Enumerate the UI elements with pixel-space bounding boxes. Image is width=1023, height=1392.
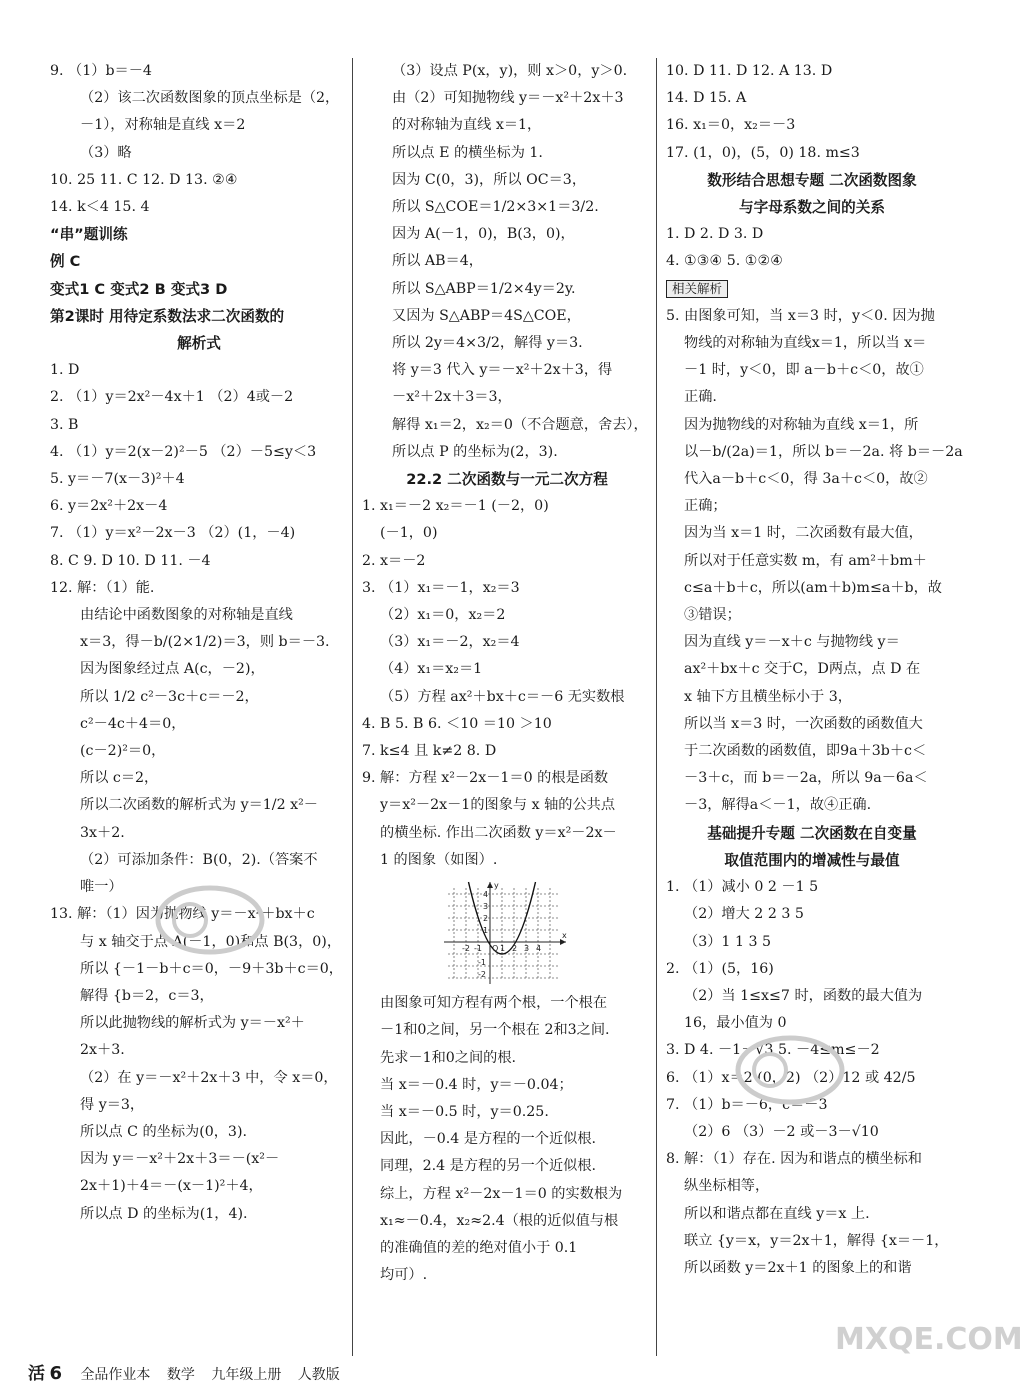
answer-line: 所以 {－1－b＋c＝0，－9＋3b＋c＝0， [80,960,343,977]
answer-line: 物线的对称轴为直线x＝1，所以当 x＝ [684,335,927,352]
answer-line: 得 y＝3， [80,1096,145,1113]
answer-line: 所以 1/2 c²－3c＋c＝－2， [80,688,259,705]
section-heading: 与字母系数之间的关系 [739,199,885,217]
answer-line: 因为 y＝－x²＋2x＋3＝－(x²－ [80,1151,280,1168]
answer-line: 所以和谐点都在直线 y＝x 上. [684,1205,870,1222]
answer-line: （3）1 1 3 5 [684,933,772,950]
answer-line: 4. （1）y＝2(x－2)²－5 （2）－5≤y＜3 [50,443,317,460]
answer-line: 4. B 5. B 6. ＜10 ＝10 ＞10 [362,715,552,732]
answer-line: （2）当 1≤x≤7 时，函数的最大值为 [684,987,923,1004]
svg-text:2: 2 [512,944,518,954]
answer-line: 联立 {y＝x，y＝2x＋1，解得 {x＝－1， [684,1232,949,1249]
svg-text:-2: -2 [478,970,486,980]
answer-line: 的横坐标. 作出二次函数 y＝x²－2x－ [380,824,617,841]
answer-line: 由结论中函数图象的对称轴是直线 [80,607,293,624]
footer-grade: 九年级上册 [211,1367,282,1383]
answer-line: （4）x₁＝x₂＝1 [380,661,483,678]
answer-line: 8. C 9. D 10. D 11. －4 [50,552,211,569]
answer-line: 所以此抛物线的解析式为 y＝－x²＋ [80,1015,305,1032]
related-analysis-row [666,276,958,303]
svg-text:-2: -2 [462,944,470,954]
answer-column-3 [666,58,963,1282]
section-heading: 取值范围内的增减性与最值 [724,851,900,869]
answer-line: （3）x₁＝－2，x₂＝4 [380,634,520,651]
svg-text:1: 1 [500,944,506,954]
footer-book: 全品作业本 [80,1367,151,1383]
answer-line: 解得 {b＝2，c＝3， [80,987,214,1004]
column-divider-1 [352,58,353,1356]
answer-column-1 [50,58,348,1228]
answer-line: 变式1 C 变式2 B 变式3 D [50,280,228,298]
svg-text:x: x [562,931,567,941]
answer-line: 代入a－b＋c＜0，得 3a＋c＜0，故② [684,471,928,488]
answer-line: 均可）. [380,1267,428,1284]
answer-line: 所以点 E 的横坐标为 1. [392,144,543,161]
answer-line: －1），对称轴是直线 x＝2 [80,117,246,134]
answer-line: 13. 解：（1）因为抛物线 y＝－x²＋bx＋c [50,906,315,923]
section-heading: 解析式 [177,335,221,353]
answer-line: 同理，2.4 是方程的另一个近似根. [380,1158,597,1175]
answer-line: 先求－1和0之间的根. [380,1049,517,1066]
related-analysis-tag: 相关解析 [666,280,728,298]
watermark-site-logo [835,1322,1023,1357]
answer-line: 又因为 S△ABP＝4S△COE， [392,307,581,324]
answer-line: 的对称轴为直线 x＝1， [392,117,542,134]
answer-line: 2x＋1)＋4＝－(x－1)²＋4， [80,1178,263,1195]
answer-line: 正确. [684,389,717,406]
answer-line: 1. D [50,362,80,379]
watermark-site-text: MXQE.COM [835,1322,1023,1357]
answer-line: 9. （1）b＝－4 [50,63,152,79]
parabola-graph [362,880,652,986]
answer-line: 所以 S△COE＝1/2×3×1＝3/2. [392,199,599,216]
answer-line: 因为直线 y＝－x＋c 与抛物线 y＝ [684,634,900,651]
answer-line: －x²＋2x＋3＝3， [392,389,512,406]
answer-line: －1 时，y＜0，即 a－b＋c＜0，故① [684,362,924,379]
parabola-graph-svg [442,880,572,986]
answer-line: 16. x₁＝0，x₂＝－3 [666,117,796,134]
answer-line: 9. 解：方程 x²－2x－1＝0 的根是函数 [362,770,609,787]
svg-text:-1: -1 [478,958,486,968]
answer-line: －3，解得a＜－1，故④正确. [684,797,872,814]
answer-line: 3. B [50,416,79,433]
answer-line: 所以对于任意实数 m，有 am²＋bm＋ [684,552,927,569]
answer-line: （2）该二次函数图象的顶点坐标是（2， [80,90,340,107]
svg-text:3: 3 [524,944,530,954]
svg-text:4: 4 [536,944,542,954]
answer-line: (－1，0) [380,525,438,542]
answer-line: （3）略 [80,144,132,161]
answer-line: 与 x 轴交于点 A(－1，0)和点 B(3，0)， [80,933,342,950]
answer-line: (c－2)²＝0， [80,743,166,760]
answer-line: 所以 c＝2， [80,770,159,787]
footer-subject: 数学 [166,1367,195,1383]
answer-line: 2x＋3. [80,1042,125,1059]
answer-line: 综上，方程 x²－2x－1＝0 的实数根为 [380,1185,623,1202]
answer-line: 的准确值的差的绝对值小于 0.1 [380,1239,578,1256]
answer-line: 因为 C(0，3)，所以 OC＝3， [392,171,587,188]
page-number: 6 [49,1363,62,1384]
answer-line: x 轴下方且横坐标小于 3， [684,688,852,705]
answer-line: 所以 AB＝4， [392,253,483,270]
answer-line: 由（2）可知抛物线 y＝－x²＋2x＋3 [392,90,624,107]
page-footer [28,1364,352,1385]
answer-line: x₁≈－0.4，x₂≈2.4（根的近似值与根 [380,1212,619,1229]
answer-line: （2）在 y＝－x²＋2x＋3 中，令 x＝0， [80,1069,338,1086]
answer-line: 6. y＝2x²＋2x－4 [50,498,168,515]
answer-column-2 [362,58,652,1289]
answer-line: 所以二次函数的解析式为 y＝1/2 x²－ [80,797,318,814]
footer-edition: 人教版 [297,1367,340,1383]
answer-line: 所以当 x＝3 时，一次函数的函数值大 [684,715,923,732]
section-heading: 22.2 二次函数与一元二次方程 [406,471,608,489]
answer-line: 8. 解：（1）存在. 因为和谐点的横坐标和 [666,1151,922,1168]
answer-line: 2. x＝－2 [362,552,426,569]
answer-line: 14. D 15. A [666,90,747,107]
answer-line: 因为抛物线的对称轴为直线 x＝1，所 [684,416,919,433]
answer-line: 所以点 C 的坐标为(0，3). [80,1123,248,1140]
answer-line: 所以点 P 的坐标为(2，3). [392,443,558,460]
svg-text:1: 1 [483,926,489,936]
answer-line: 当 x＝－0.5 时，y＝0.25. [380,1103,549,1120]
answer-line: 2. （1）(5，16) [666,960,774,977]
answer-line: 3. （1）x₁＝－1，x₂＝3 [362,579,520,596]
answer-line: （5）方程 ax²＋bx＋c＝－6 无实数根 [380,688,625,705]
answer-line: 2. （1）y＝2x²－4x＋1 （2）4或－2 [50,389,294,406]
svg-text:3: 3 [483,902,489,912]
answer-line: 因为 A(－1，0)，B(3，0)， [392,226,575,243]
column-divider-2 [656,58,657,1356]
answer-line: 7. （1）y＝x²－2x－3 （2）(1，－4) [50,525,296,542]
svg-text:-1: -1 [474,944,482,954]
answer-line: 解得 x₁＝2，x₂＝0（不合题意，舍去）， [392,416,648,433]
answer-line: 以－b/(2a)＝1，所以 b＝－2a. 将 b＝－2a [684,443,963,460]
answer-line: x＝3，得－b/(2×1/2)＝3，则 b＝－3. [80,634,330,651]
answer-line: 1. D 2. D 3. D [666,226,764,243]
answer-line: 纵坐标相等， [684,1178,770,1195]
answer-line: 因为当 x＝1 时，二次函数有最大值， [684,525,923,542]
answer-line: 所以函数 y＝2x＋1 的图象上的和谐 [684,1259,912,1276]
answer-line: 于二次函数的函数值，即9a＋3b＋c＜ [684,743,927,760]
answer-line: 所以 2y＝4×3/2，解得 y＝3. [392,335,583,352]
answer-line: 当 x＝－0.4 时，y＝－0.04； [380,1076,573,1093]
answer-line: 1. x₁＝－2 x₂＝－1 (－2，0) [362,498,549,515]
svg-text:O: O [492,944,499,954]
answer-line: 所以点 D 的坐标为(1，4). [80,1205,248,1222]
answer-line: 3. D 4. －1－√3 5. －4≤m≤－2 [666,1042,880,1059]
answer-line: 唯一） [80,879,123,896]
answer-line: 例 C [50,253,81,271]
answer-line: ax²＋bx＋c 交于C，D两点，点 D 在 [684,661,921,678]
answer-line: （2）可添加条件：B(0，2).（答案不 [80,851,318,868]
section-heading: “串”题训练 [50,226,128,244]
svg-text:y: y [494,881,499,891]
answer-line: 16，最小值为 0 [684,1015,787,1032]
section-heading: 数形结合思想专题 二次函数图象 [707,171,917,189]
svg-text:4: 4 [483,890,489,900]
answer-line: 17. (1，0)，(5，0) 18. m≤3 [666,144,860,161]
answer-line: 将 y＝3 代入 y＝－x²＋2x＋3，得 [392,362,613,379]
answer-line: 所以 S△ABP＝1/2×4y＝2y. [392,280,576,297]
answer-line: 因为图象经过点 A(c，－2)， [80,661,265,678]
answer-line: 6. （1）x＝2 (0，2) （2）12 或 42/5 [666,1069,916,1086]
answer-line: c²－4c＋4＝0， [80,715,186,732]
answer-line: （3）设点 P(x，y)，则 x＞0，y＞0. [392,63,628,79]
answer-line: －1和0之间，另一个根在 2和3之间. [380,1022,610,1039]
answer-line: 12. 解：（1）能. [50,579,155,596]
answer-line: 5. 由图象可知，当 x＝3 时，y＜0. 因为抛 [666,307,935,324]
svg-text:2: 2 [483,914,489,924]
answer-line: 10. D 11. D 12. A 13. D [666,63,833,79]
section-heading: 基础提升专题 二次函数在自变量 [707,824,917,842]
answer-line: ③错误； [684,607,741,624]
section-heading: 第2课时 用待定系数法求二次函数的 [50,307,285,325]
answer-line: 3x＋2. [80,824,125,841]
answer-line: 因此，－0.4 是方程的一个近似根. [380,1131,597,1148]
answer-line: －3＋c，而 b＝－2a，所以 9a－6a＜ [684,770,928,787]
answer-line: （2）增大 2 2 3 5 [684,906,804,923]
answer-line: 1 的图象（如图）. [380,851,498,868]
footer-huo: 活 [28,1364,45,1384]
answer-line: 由图象可知方程有两个根，一个根在 [380,995,608,1012]
answer-line: 14. k＜4 15. 4 [50,199,150,216]
answer-line: 7. （1）b＝－6，c＝－3 [666,1096,828,1113]
answer-line: 1. （1）减小 0 2 －1 5 [666,879,819,896]
answer-line: y＝x²－2x－1的图象与 x 轴的公共点 [380,797,616,814]
answer-line: 5. y＝－7(x－3)²＋4 [50,471,185,488]
answer-line: 10. 25 11. C 12. D 13. ②④ [50,171,238,188]
answer-line: c≤a＋b＋c，所以(am＋b)m≤a＋b，故 [684,579,942,596]
answer-line: （2）x₁＝0，x₂＝2 [380,607,506,624]
answer-line: （2）6 （3）－2 或－3－√10 [684,1123,879,1140]
answer-line: 7. k≤4 且 k≠2 8. D [362,743,497,760]
answer-line: 正确； [684,498,727,515]
answer-line: 4. ①③④ 5. ①②④ [666,253,783,270]
